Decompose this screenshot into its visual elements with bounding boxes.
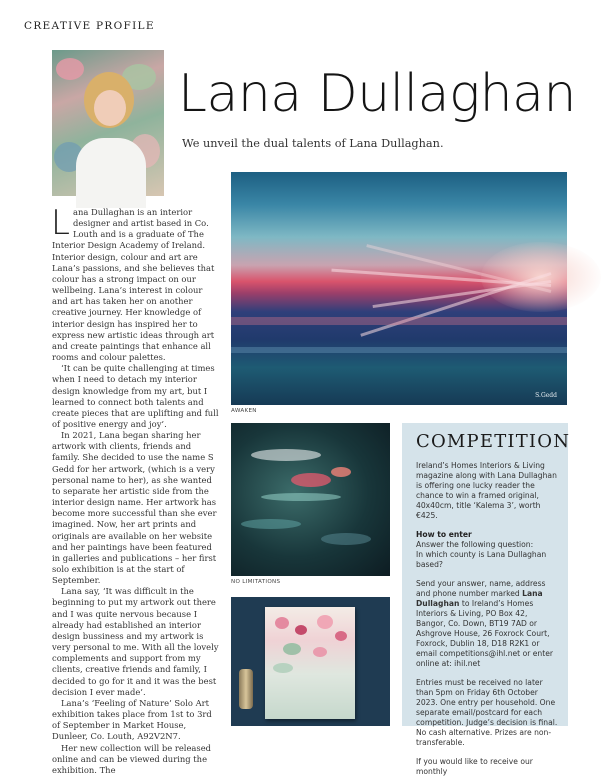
artist-portrait	[52, 50, 164, 196]
article-paragraph: Lana say, ‘It was difficult in the beginning to put my artwork out there and I was quite nervous because I already had established an interior design bussiness and my artwork is very personal to me. With all the lovely complements and support from my clients, creative friends and family, I decided to go for it and it was the best decision I ever made’.	[52, 586, 219, 697]
competition-send: Send your answer, name, address and phone number marked Lana Dullaghan to Ireland’s Homes Interiors & Living, PO Box 42, Bangor, Co. Down, BT19 7AD or Ashgrove House, 26 Foxrock Court, Foxrock, Dublin 18, D18 R2K1 or email competitions@ihl.net or enter online at: ihil.net	[416, 579, 554, 668]
page-title: Lana Dullaghan	[178, 64, 576, 124]
competition-box	[402, 423, 571, 776]
competition-question: In which county is Lana Dullaghan based?	[416, 550, 547, 569]
painting-awaken	[231, 172, 567, 405]
article-paragraph: Her new collection will be released online and can be viewed during the exhibition. The	[52, 742, 212, 775]
competition-title: COMPETITION	[416, 431, 571, 452]
competition-terms: Entries must be received no later than 5pm on Friday 6th October 2023. One entry per household. One separate email/postcard for each competition. Judge’s decision is final. No cash alternative. Prizes are non-transferable.	[416, 678, 558, 747]
artist-signature: S.Gedd	[535, 392, 557, 399]
caption-awaken: AWAKEN	[231, 408, 257, 414]
section-label: CREATIVE PROFILE	[24, 20, 155, 32]
painting-no-limitations	[231, 423, 390, 576]
article-body	[51, 203, 220, 776]
page-subtitle: We unveil the dual talents of Lana Dullaghan.	[182, 137, 444, 150]
competition-intro: Ireland’s Homes Interiors & Living magazine along with Lana Dullaghan is offering one lucky reader the chance to win a framed original, 40x40cm, title ‘Kalema 3’, worth €425.	[416, 461, 557, 520]
article-paragraph: Lana’s ‘Feeling of Nature’ Solo Art exhibition takes place from 1st to 3rd of September in Market House, Dunleer, Co. Louth, A92V2N7.	[52, 697, 212, 742]
how-to-enter-heading: How to enter	[416, 530, 472, 539]
painting-room-photo	[231, 597, 390, 726]
article-paragraph: Lana Dullaghan is an interior designer and artist based in Co. Louth and is a graduate of The Interior Design Academy of Ireland. Interior design, colour and art are Lana’s passions, and she believes that colour has a strong impact on our wellbeing. Lana’s interest in colour and art has taken her on another creative journey. Her knowledge of interior design has inspired her to express new artistic ideas through art and create paintings that enhance all rooms and colour palettes.	[51, 203, 215, 363]
article-paragraph: ‘It can be quite challenging at times when I need to detach my interior design knowledge from my art, but I learned to connect both talents and create pieces that are uplifting and full of positive energy and joy’.	[52, 363, 219, 429]
article-paragraph: In 2021, Lana began sharing her artwork with clients, friends and family. She decided to use the name S Gedd for her artwork, (which is a very personal name to her), as she wanted to separate her artistic side from the interior design name. Her artwork has become more successful than she ever imagined. Now, her art prints and originals are available on her website and her paintings have been featured in galleries and publications – her first solo exhibition is at the start of September.	[52, 430, 217, 586]
drop-cap: L	[51, 203, 70, 243]
caption-no-limitations: NO LIMITATIONS	[231, 579, 281, 585]
competition-footer: If you would like to receive our monthly	[416, 757, 533, 776]
how-to-enter-line: Answer the following question:	[416, 540, 534, 549]
